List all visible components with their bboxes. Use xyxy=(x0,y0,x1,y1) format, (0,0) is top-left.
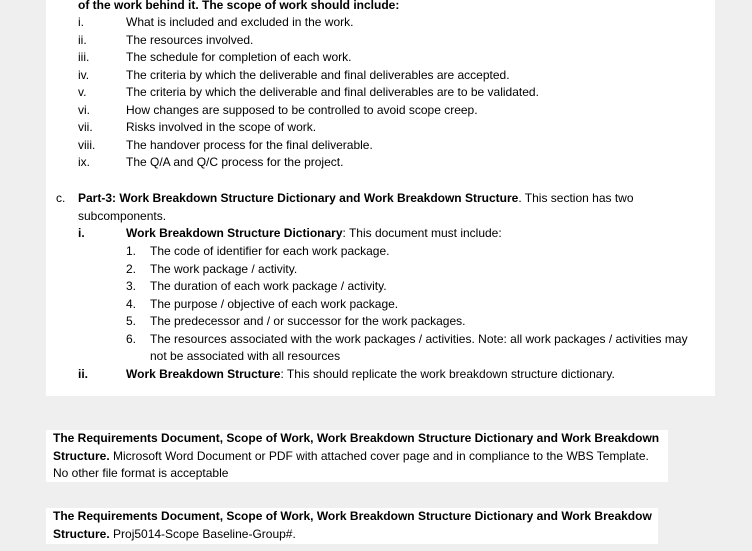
sub-ii-label: Work Breakdown Structure xyxy=(126,367,281,381)
scope-item-text: The resources involved. xyxy=(126,32,254,47)
scope-item-num: iii. xyxy=(78,50,90,64)
box2-line1: The Requirements Document, Scope of Work, Work Breakdown Structure Dictionary and Work Breakdow xyxy=(53,509,652,523)
scope-item-text: The handover process for the final deliverable. xyxy=(126,137,373,152)
box1-line3: No other file format is acceptable xyxy=(53,466,229,480)
scope-item-num: vii. xyxy=(78,120,93,134)
dictionary-item-text: The purpose / objective of each work package. xyxy=(150,296,399,311)
scope-item-text: Risks involved in the scope of work. xyxy=(126,120,317,134)
part3-title-line2: subcomponents. xyxy=(78,209,167,223)
sub-ii-num: ii. xyxy=(78,367,89,381)
scope-item-num: ix. xyxy=(78,155,90,169)
scope-item-num: iv. xyxy=(78,67,90,82)
box1-line1: The Requirements Document, Scope of Work, Work Breakdown Structure Dictionary and Work Breakdown xyxy=(53,431,660,445)
dictionary-item-text: The code of identifier for each work package. xyxy=(150,244,390,258)
scope-item-num: ii. xyxy=(78,32,87,47)
scope-item-text: How changes are supposed to be controlled to avoid scope creep. xyxy=(126,102,478,117)
dictionary-item-num: 3. xyxy=(126,279,137,294)
sub-ii-heading xyxy=(126,367,615,382)
box2-line2-rest: Proj5014-Scope Baseline-Group#. xyxy=(109,527,296,541)
dictionary-item-text: The resources associated with the work packages / activities. Note: all work packages / activities may xyxy=(150,332,688,346)
scope-item-text: The Q/A and Q/C process for the project. xyxy=(126,155,344,169)
dictionary-item-text: The work package / activity. xyxy=(150,261,298,276)
dictionary-item-num: 1. xyxy=(126,244,137,258)
sub-ii-rest: : This should replicate the work breakdown structure dictionary. xyxy=(280,367,615,381)
box2-line2-bold: Structure. xyxy=(53,527,110,541)
dictionary-item-num: 4. xyxy=(126,296,137,311)
box1-line2-bold: Structure. xyxy=(53,449,110,463)
part3-letter: c. xyxy=(56,191,66,205)
scope-item-text: What is included and excluded in the work. xyxy=(126,15,354,29)
sub-i-label: Work Breakdown Structure Dictionary xyxy=(126,226,343,240)
document-page xyxy=(46,0,715,396)
box2-line2 xyxy=(53,527,296,542)
dictionary-item-num: 6. xyxy=(126,332,137,346)
dictionary-item-text: The duration of each work package / activity. xyxy=(150,279,387,294)
part3-title-rest: . This section has two xyxy=(518,191,634,205)
scope-item-num: i. xyxy=(78,15,84,29)
sub-i-rest: : This document must include: xyxy=(342,226,502,240)
dictionary-item-num: 5. xyxy=(126,314,137,329)
scope-item-num: viii. xyxy=(78,137,96,152)
intro-line: of the work behind it. The scope of work should include: xyxy=(78,0,400,12)
scope-item-text: The criteria by which the deliverable and final deliverables are accepted. xyxy=(126,67,510,82)
box1-line2-rest: Microsoft Word Document or PDF with attached cover page and in compliance to the WBS Template. xyxy=(109,449,649,463)
sub-i-num: i. xyxy=(78,226,85,240)
scope-item-text: The criteria by which the deliverable and final deliverables are to be validated. xyxy=(126,85,539,99)
part3-heading xyxy=(78,191,692,206)
dictionary-item-6-continuation: not be associated with all resources xyxy=(150,349,341,363)
dictionary-item-num: 2. xyxy=(126,261,137,276)
scope-item-num: v. xyxy=(78,85,87,99)
dictionary-item-text: The predecessor and / or successor for the work packages. xyxy=(150,314,466,329)
sub-i-heading xyxy=(126,226,502,241)
part3-title: Part-3: Work Breakdown Structure Dictionary and Work Breakdown Structure xyxy=(78,191,519,205)
box1-line2 xyxy=(53,449,649,464)
deliverable-box-1 xyxy=(46,430,668,482)
scope-item-text: The schedule for completion of each work. xyxy=(126,50,352,64)
deliverable-box-2 xyxy=(46,508,658,544)
scope-item-num: vi. xyxy=(78,102,90,117)
